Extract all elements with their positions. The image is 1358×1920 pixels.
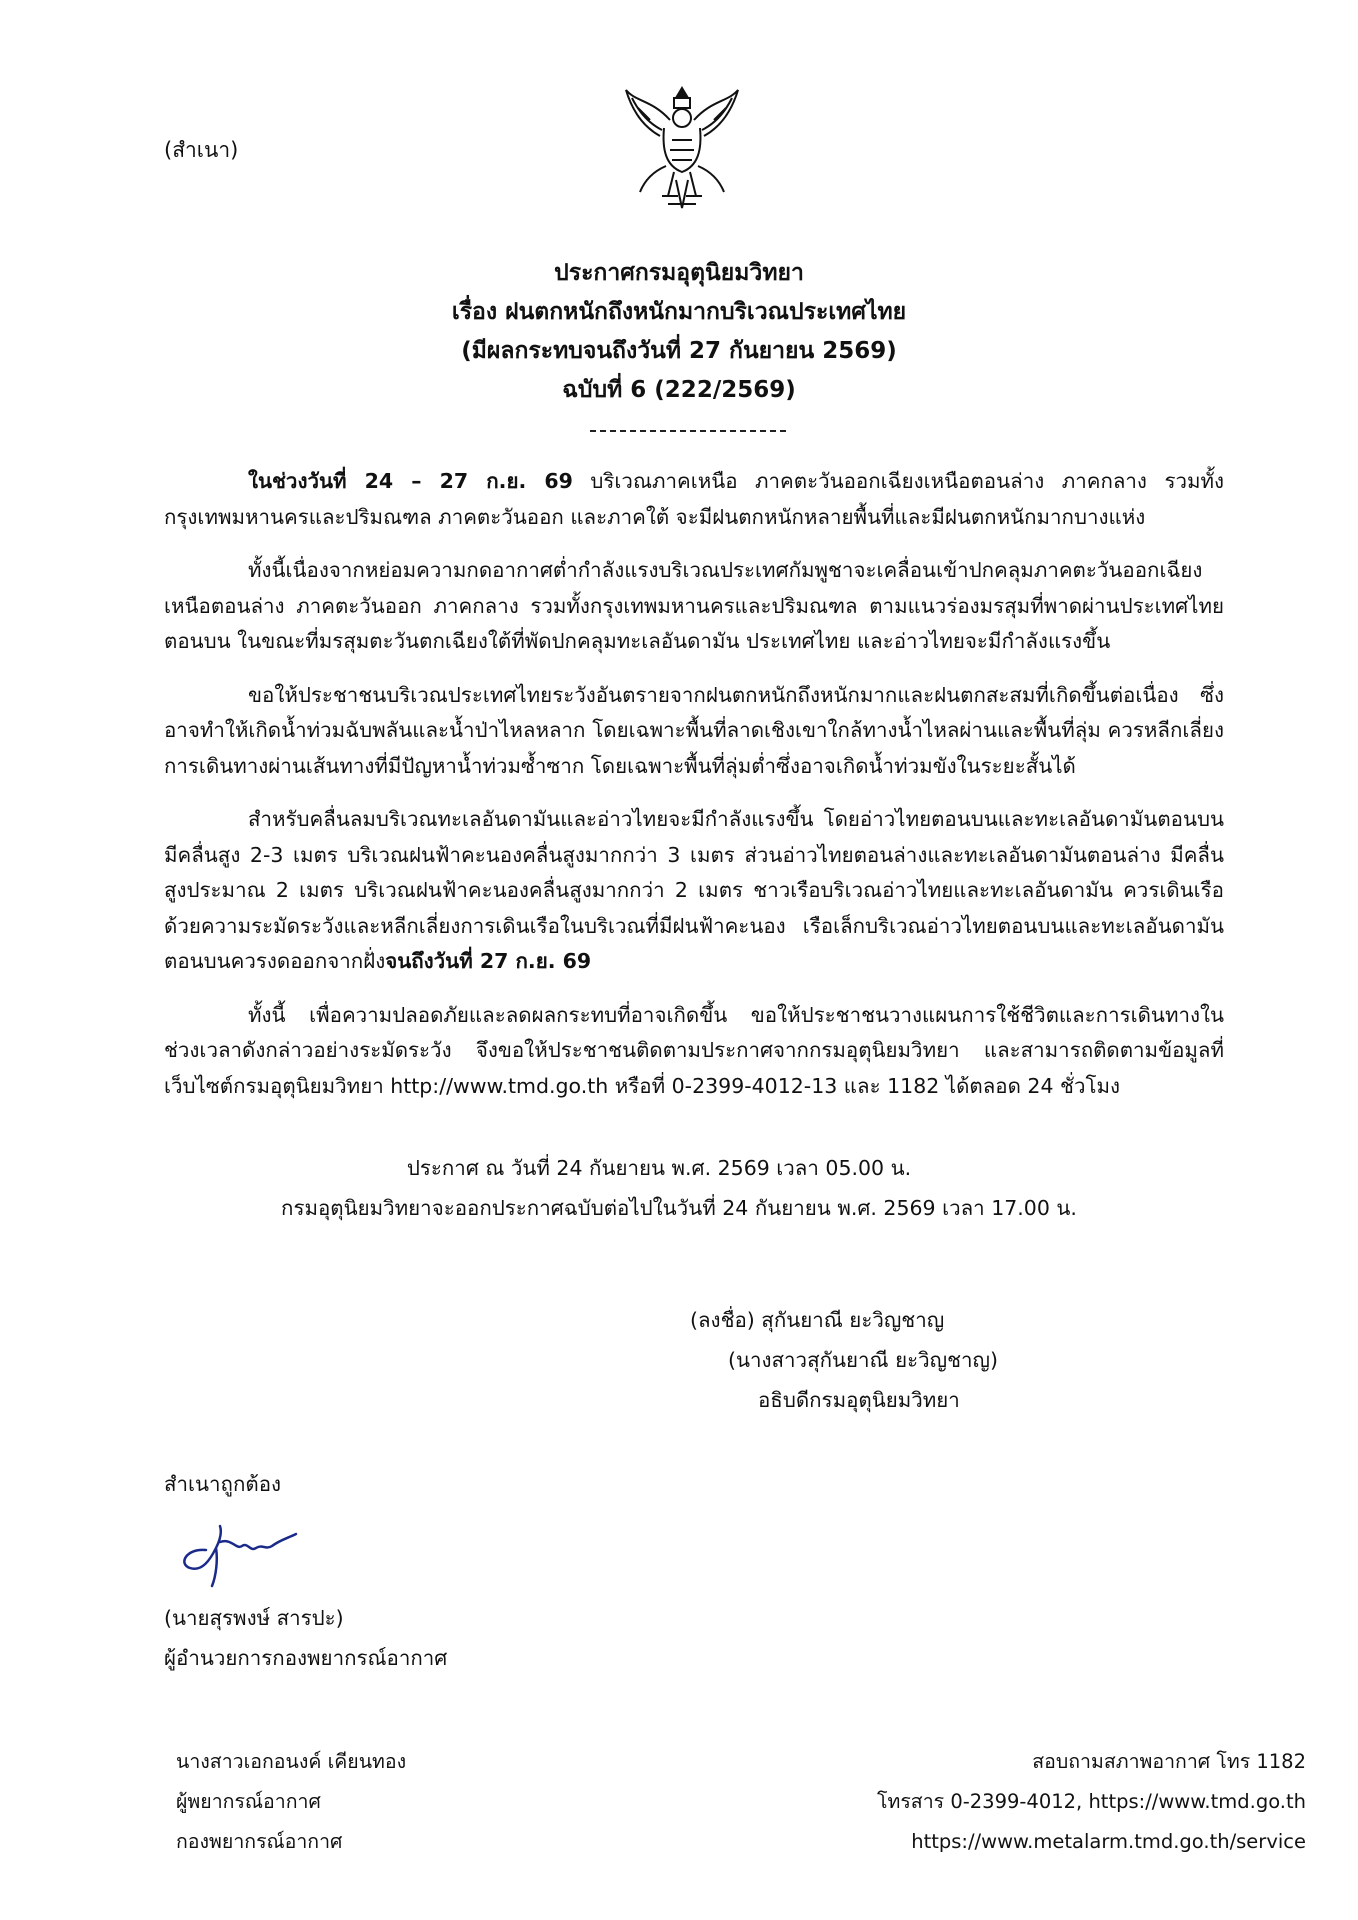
- signatory-name: (นางสาวสุกันยาณี ยะวิญชาญ): [728, 1348, 998, 1372]
- title-agency: ประกาศกรมอุตุนิยมวิทยา: [554, 260, 804, 286]
- paragraph-waves: [164, 802, 1224, 980]
- waves-text: สำหรับคลื่นลมบริเวณทะเลอันดามันและอ่าวไทยจะมีกำลังแรงขึ้น โดยอ่าวไทยตอนบนและทะเลอันดามันตอนบน มีคลื่นสูง 2-3 เมตร บริเวณฝนฟ้าคะนองคลื่นสูงมากกว่า 3 เมตร ส่วนอ่าวไทยตอนล่างและทะเลอันดามันตอนล่าง มีคลื่นสูงประมาณ 2 เมตร บริเวณฝนฟ้าคะนองคลื่นสูงมากกว่า 2 เมตร ชาวเรือบริเวณอ่าวไทยและทะเลอันดามัน ควรเดินเรือด้วยความระมัดระวังและหลีกเลี่ยงการเดินเรือในบริเวณที่มีฝนฟ้าคะนอง เรือเล็กบริเวณอ่าวไทยตอนบนและทะเลอันดามันตอนบนควรงดออกจากฝั่ง: [164, 807, 1224, 973]
- copy-mark: (สำเนา): [164, 138, 239, 162]
- contact-fax-web: โทรสาร 0-2399-4012, https://www.tmd.go.th: [877, 1790, 1306, 1813]
- paragraph-warning: ขอให้ประชาชนบริเวณประเทศไทยระวังอันตรายจากฝนตกหนักถึงหนักมากและฝนตกสะสมที่เกิดขึ้นต่อเนื่อง ซึ่งอาจทำให้เกิดน้ำท่วมฉับพลันและน้ำป่าไหลหลาก โดยเฉพาะพื้นที่ลาดเชิงเขาใกล้ทางน้ำไหลผ่านและพื้นที่ลุ่ม ควรหลีกเลี่ยงการเดินทางผ่านเส้นทางที่มีปัญหาน้ำท่วมซ้ำซาก โดยเฉพาะพื้นที่ลุ่มต่ำซึ่งอาจเกิดน้ำท่วมขังในระยะสั้นได้: [164, 682, 1224, 778]
- next-issue-date: กรมอุตุนิยมวิทยาจะออกประกาศฉบับต่อไปในวันที่ 24 กันยายน พ.ศ. 2569 เวลา 17.00 น.: [281, 1196, 1077, 1220]
- title-subject: เรื่อง ฝนตกหนักถึงหนักมากบริเวณประเทศไทย: [451, 299, 907, 325]
- certifying-officer: [164, 1598, 447, 1678]
- paragraph-advice: ทั้งนี้ เพื่อความปลอดภัยและลดผลกระทบที่อาจเกิดขึ้น ขอให้ประชาชนวางแผนการใช้ชีวิตและการเดินทางในช่วงเวลาดังกล่าวอย่างระมัดระวัง จึงขอให้ประชาชนติดตามประกาศจากกรมอุตุนิยมวิทยา และสามารถติดตามข้อมูลที่เว็บไซต์กรมอุตุนิยมวิทยา http://www.tmd.go.th หรือที่ 0-2399-4012-13 และ 1182 ได้ตลอด 24 ชั่วโมง: [164, 1002, 1224, 1098]
- forecaster-name: นางสาวเอกอนงค์ เคียนทอง: [176, 1750, 407, 1773]
- signed-line: (ลงชื่อ) สุกันยาณี ยะวิญชาญ: [690, 1308, 945, 1332]
- signatory-block: [690, 1300, 998, 1420]
- contact-phone: สอบถามสภาพอากาศ โทร 1182: [1032, 1750, 1306, 1773]
- officer-name: (นายสุรพงษ์ สารปะ): [164, 1606, 344, 1630]
- forecast-text: บริเวณภาคเหนือ ภาคตะวันออกเฉียงเหนือตอนล่าง ภาคกลาง รวมทั้งกรุงเทพมหานครและปริมณฑล ภาคตะวันออก และภาคใต้ จะมีฝนตกหนักหลายพื้นที่และมีฝนตกหนักมากบางแห่ง: [164, 469, 1224, 529]
- garuda-emblem-icon: [622, 80, 742, 214]
- title-divider: [590, 430, 786, 432]
- title-effect-period: (มีผลกระทบจนถึงวันที่ 27 กันยายน 2569): [461, 338, 897, 364]
- handwritten-signature-icon: [176, 1520, 306, 1590]
- issued-date: ประกาศ ณ วันที่ 24 กันยายน พ.ศ. 2569 เวลา 05.00 น.: [406, 1156, 912, 1180]
- forecaster-title: ผู้พยากรณ์อากาศ: [176, 1790, 321, 1813]
- certification-label: สำเนาถูกต้อง: [164, 1472, 282, 1496]
- footer-contact: [877, 1742, 1306, 1862]
- announcement-dates: [0, 1148, 1358, 1228]
- signatory-position: อธิบดีกรมอุตุนิยมวิทยา: [758, 1388, 960, 1412]
- announcement-body: [164, 464, 1224, 1122]
- document-titles: [0, 254, 1358, 410]
- forecaster-division: กองพยากรณ์อากาศ: [176, 1830, 343, 1853]
- footer-forecaster: [176, 1742, 406, 1862]
- title-issue-number: ฉบับที่ 6 (222/2569): [562, 377, 796, 403]
- paragraph-cause: ทั้งนี้เนื่องจากหย่อมความกดอากาศต่ำกำลังแรงบริเวณประเทศกัมพูชาจะเคลื่อนเข้าปกคลุมภาคตะวันออกเฉียงเหนือตอนล่าง ภาคตะวันออก ภาคกลาง รวมทั้งกรุงเทพมหานครและปริมณฑล ตามแนวร่องมรสุมที่พาดผ่านประเทศไทยตอนบน ในขณะที่มรสุมตะวันตกเฉียงใต้ที่พัดปกคลุมทะเลอันดามัน ประเทศไทย และอ่าวไทยจะมีกำลังแรงขึ้น: [164, 558, 1224, 653]
- officer-position: ผู้อำนวยการกองพยากรณ์อากาศ: [164, 1646, 448, 1670]
- paragraph-forecast: [164, 464, 1224, 535]
- waves-until: จนถึงวันที่ 27 ก.ย. 69: [385, 949, 592, 973]
- forecast-period: ในช่วงวันที่ 24 – 27 ก.ย. 69: [248, 469, 573, 493]
- contact-service-url: https://www.metalarm.tmd.go.th/service: [911, 1830, 1306, 1853]
